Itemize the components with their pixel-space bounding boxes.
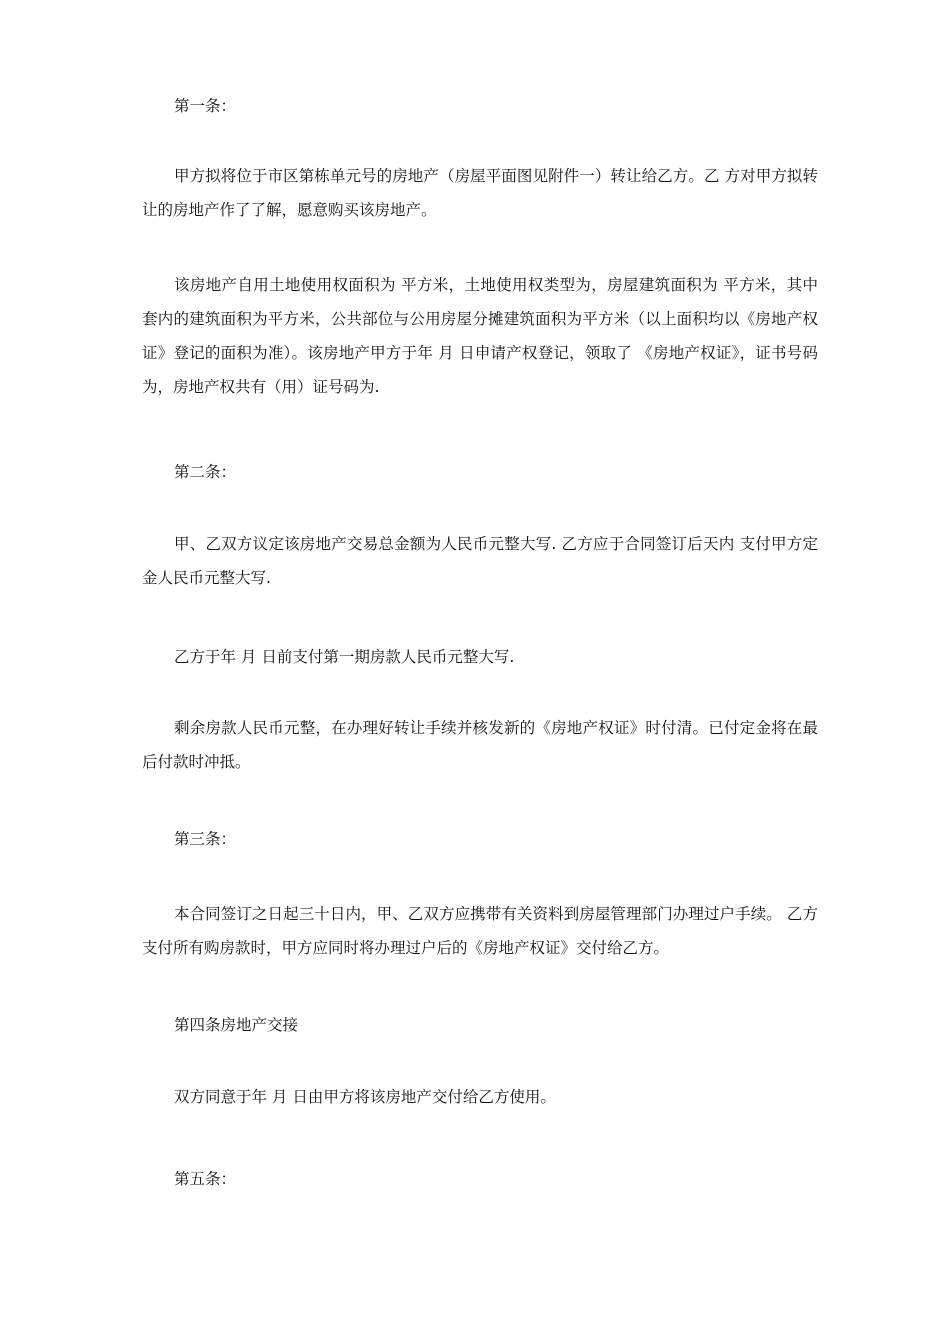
first-payment-paragraph: 乙方于年 月 日前支付第一期房款人民币元整大写.	[174, 648, 515, 666]
article-4-heading: 第四条房地产交接	[174, 1016, 299, 1034]
article-3-heading: 第三条：	[174, 830, 237, 848]
area-paragraph: 该房地产自用土地使用权面积为 平方米，土地使用权类型为，房屋建筑面积为 平方米，其中套内的建筑面积为平方米，公共部位与公用房屋分摊建筑面积为平方米（以上面积均以《房地产权证》登记的面积为准）。该房地产甲方于年 月 日申请产权登记，领取了 《房地产权证》，证书号码为，房地产权共有（用）证号码为.	[142, 276, 818, 396]
remaining-payment-paragraph: 剩余房款人民币元整，在办理好转让手续并核发新的《房地产权证》时付清。已付定金将在最后付款时冲抵。	[142, 719, 818, 771]
handover-paragraph: 双方同意于年 月 日由甲方将该房地产交付给乙方使用。	[174, 1088, 556, 1106]
article-1-paragraph: 甲方拟将位于市区第栋单元号的房地产（房屋平面图见附件一）转让给乙方。乙 方对甲方拟转让的房地产作了了解，愿意购买该房地产。	[142, 167, 818, 219]
transfer-paragraph: 本合同签订之日起三十日内，甲、乙双方应携带有关资料到房屋管理部门办理过户手续。 乙方支付所有购房款时，甲方应同时将办理过户后的《房地产权证》交付给乙方。	[142, 905, 818, 957]
price-paragraph: 甲、乙双方议定该房地产交易总金额为人民币元整大写. 乙方应于合同签订后天内 支付甲方定金人民币元整大写.	[142, 535, 818, 587]
article-2-heading: 第二条：	[174, 463, 237, 481]
article-5-heading: 第五条：	[174, 1170, 237, 1188]
article-1-heading: 第一条：	[174, 97, 237, 115]
